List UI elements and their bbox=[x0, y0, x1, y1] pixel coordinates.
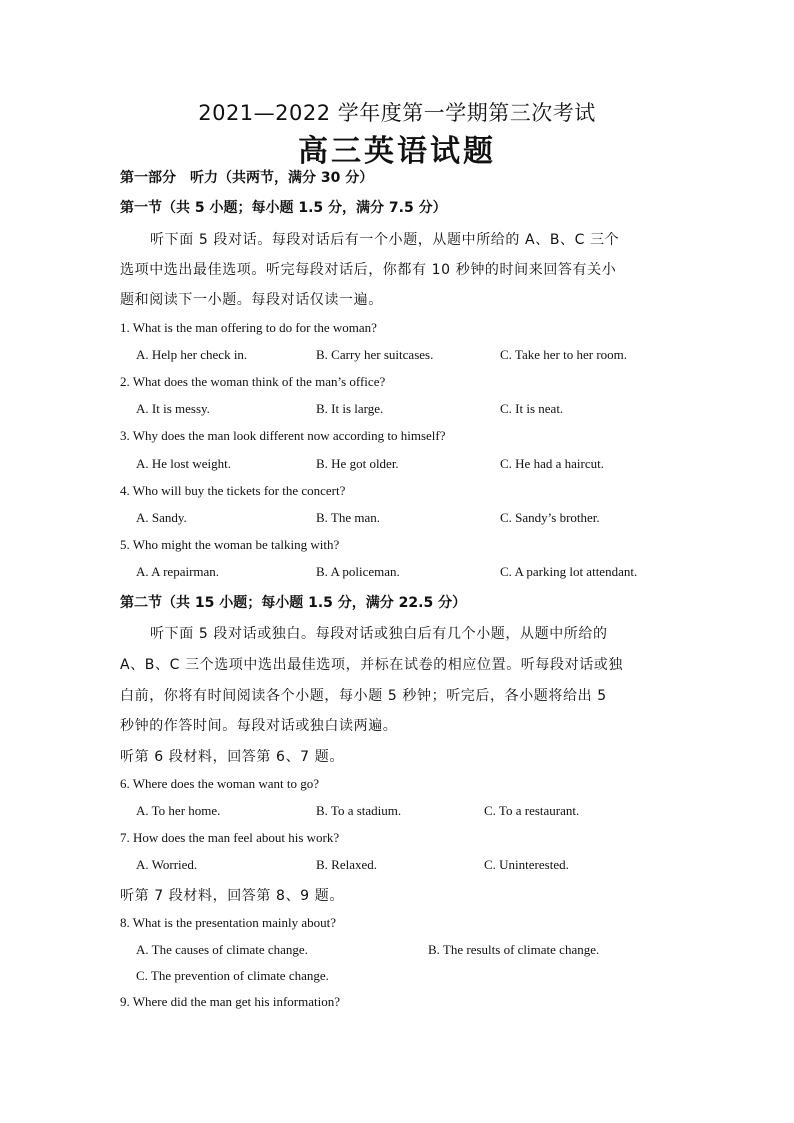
option-b: B. Carry her suitcases. bbox=[316, 347, 434, 362]
material-heading: 听第 7 段材料，回答第 8、9 题。 bbox=[120, 888, 344, 904]
question-stem: 9. Where did the man get his information? bbox=[120, 994, 340, 1009]
option-b: B. Relaxed. bbox=[316, 857, 378, 872]
question-stem: 8. What is the presentation mainly about? bbox=[120, 915, 337, 930]
exam-title-year: 2021—2022 学年度第一学期第三次考试 bbox=[198, 101, 596, 125]
question-stem: 5. Who might the woman be talking with? bbox=[120, 537, 340, 552]
question-stem: 4. Who will buy the tickets for the concert? bbox=[120, 483, 346, 498]
option-a: A. Help her check in. bbox=[136, 347, 248, 362]
option-c: C. To a restaurant. bbox=[484, 803, 580, 818]
option-c: C. A parking lot attendant. bbox=[500, 564, 638, 579]
option-b: B. The results of climate change. bbox=[428, 942, 600, 957]
option-c: C. Uninterested. bbox=[484, 857, 569, 872]
part1-heading: 第一部分 听力（共两节，满分 30 分） bbox=[120, 170, 374, 186]
option-a: A. Sandy. bbox=[136, 510, 187, 525]
material-heading: 听第 6 段材料，回答第 6、7 题。 bbox=[120, 749, 344, 765]
option-a: A. It is messy. bbox=[136, 401, 210, 416]
option-a: A. To her home. bbox=[136, 803, 221, 818]
exam-title-subject: 高三英语试题 bbox=[298, 134, 496, 169]
option-b: B. To a stadium. bbox=[316, 803, 402, 818]
question-stem: 6. Where does the woman want to go? bbox=[120, 776, 320, 791]
option-c: C. Take her to her room. bbox=[500, 347, 628, 362]
option-c: C. It is neat. bbox=[500, 401, 564, 416]
question-stem: 3. Why does the man look different now according to himself? bbox=[120, 428, 446, 443]
section2-heading: 第二节（共 15 小题；每小题 1.5 分，满分 22.5 分） bbox=[120, 595, 467, 611]
section1-instruction-line: 选项中选出最佳选项。听完每段对话后，你都有 10 秒钟的时间来回答有关小 bbox=[120, 262, 617, 278]
section2-instruction-line: A、B、C 三个选项中选出最佳选项，并标在试卷的相应位置。听每段对话或独 bbox=[120, 657, 624, 673]
option-c: C. He had a haircut. bbox=[500, 456, 604, 471]
section2-instruction-line: 白前，你将有时间阅读各个小题，每小题 5 秒钟；听完后，各小题将给出 5 bbox=[120, 688, 607, 704]
section1-instruction-line: 题和阅读下一小题。每段对话仅读一遍。 bbox=[120, 292, 383, 308]
question-stem: 7. How does the man feel about his work? bbox=[120, 830, 340, 845]
section2-instruction-line: 听下面 5 段对话或独白。每段对话或独白后有几个小题，从题中所给的 bbox=[150, 626, 608, 642]
option-a: A. Worried. bbox=[136, 857, 198, 872]
section2-instruction-line: 秒钟的作答时间。每段对话或独白读两遍。 bbox=[120, 718, 398, 734]
option-c: C. The prevention of climate change. bbox=[136, 968, 329, 983]
section1-instruction-line: 听下面 5 段对话。每段对话后有一个小题，从题中所给的 A、B、C 三个 bbox=[150, 232, 620, 248]
option-b: B. A policeman. bbox=[316, 564, 400, 579]
option-b: B. He got older. bbox=[316, 456, 399, 471]
question-stem: 1. What is the man offering to do for the woman? bbox=[120, 320, 377, 335]
option-c: C. Sandy’s brother. bbox=[500, 510, 600, 525]
section1-heading: 第一节（共 5 小题；每小题 1.5 分，满分 7.5 分） bbox=[120, 200, 447, 216]
option-b: B. The man. bbox=[316, 510, 381, 525]
option-a: A. The causes of climate change. bbox=[136, 942, 308, 957]
option-a: A. He lost weight. bbox=[136, 456, 231, 471]
option-b: B. It is large. bbox=[316, 401, 384, 416]
option-a: A. A repairman. bbox=[136, 564, 220, 579]
question-stem: 2. What does the woman think of the man’s office? bbox=[120, 374, 386, 389]
